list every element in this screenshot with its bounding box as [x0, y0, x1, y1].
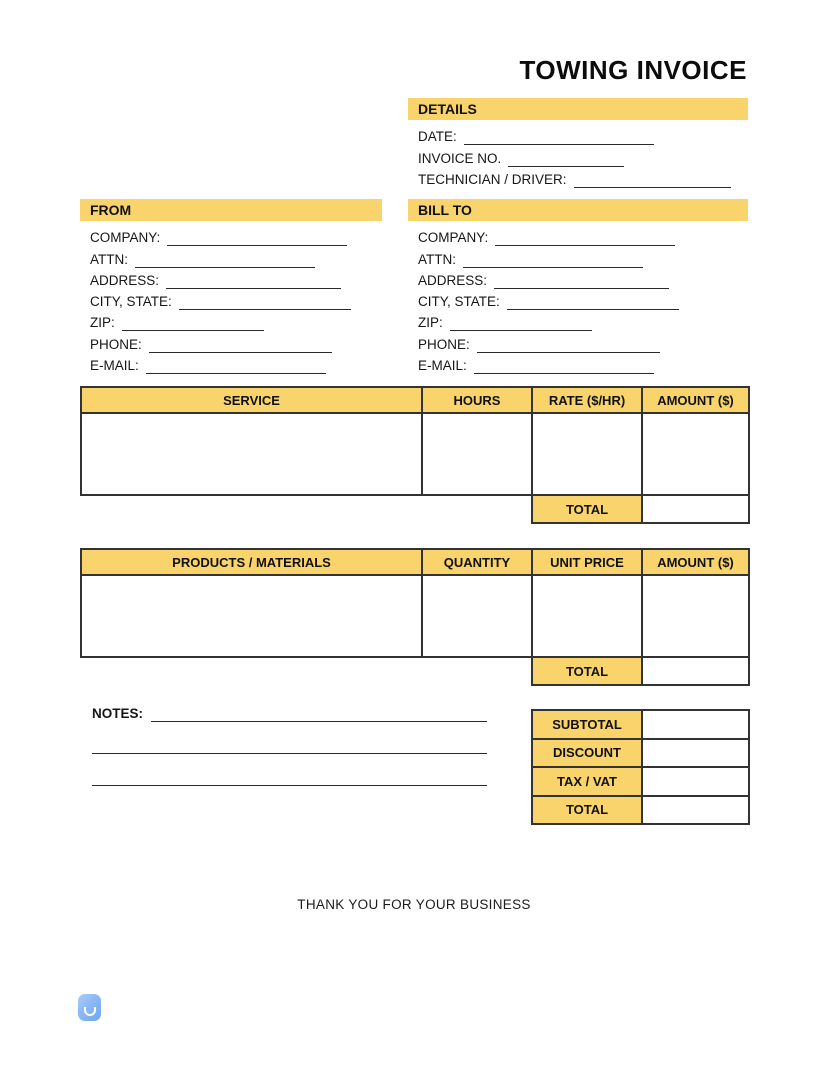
- date-label: DATE:: [418, 129, 457, 145]
- tax-vat-value[interactable]: [642, 767, 749, 796]
- product-cell[interactable]: [81, 575, 422, 657]
- service-body-row: [81, 413, 749, 495]
- details-technician-row: [418, 167, 748, 188]
- bill-to-email-row: [418, 353, 748, 374]
- phone-input-line[interactable]: [149, 336, 332, 353]
- service-total-spacer: [81, 495, 532, 523]
- details-invoice-no-row: [418, 145, 748, 166]
- notes-line-2[interactable]: [92, 722, 487, 754]
- subtotal-row: [532, 710, 749, 739]
- bill-to-phone-row: [418, 331, 748, 352]
- address-label: ADDRESS:: [418, 272, 488, 288]
- phone-label: PHONE:: [90, 336, 142, 352]
- details-date-row: [418, 124, 748, 145]
- email-input-line[interactable]: [474, 357, 654, 374]
- phone-input-line[interactable]: [477, 336, 660, 353]
- quantity-column-header: QUANTITY: [422, 549, 532, 575]
- quantity-cell[interactable]: [422, 575, 532, 657]
- rate-column-header: RATE ($/HR): [532, 387, 642, 413]
- notes-line-3[interactable]: [92, 754, 487, 786]
- hours-cell[interactable]: [422, 413, 532, 495]
- details-section: [408, 98, 748, 188]
- email-label: E-MAIL:: [90, 358, 139, 374]
- notes-section: [92, 704, 487, 786]
- invoice-no-input-line[interactable]: [508, 150, 624, 167]
- service-total-row: [81, 495, 749, 523]
- discount-label: DISCOUNT: [532, 739, 642, 768]
- attn-input-line[interactable]: [463, 251, 643, 268]
- company-input-line[interactable]: [495, 229, 675, 246]
- date-input-line[interactable]: [464, 128, 654, 145]
- bill-to-company-row: [418, 225, 748, 246]
- service-total-label: TOTAL: [532, 495, 642, 523]
- hours-column-header: HOURS: [422, 387, 532, 413]
- bill-to-address-row: [418, 268, 748, 289]
- products-header-row: [81, 549, 749, 575]
- attn-label: ATTN:: [90, 251, 128, 267]
- email-input-line[interactable]: [146, 357, 326, 374]
- subtotal-value[interactable]: [642, 710, 749, 739]
- city-state-input-line[interactable]: [179, 293, 351, 310]
- service-header-row: [81, 387, 749, 413]
- products-body-row: [81, 575, 749, 657]
- zip-label: ZIP:: [90, 315, 115, 331]
- technician-driver-label: TECHNICIAN / DRIVER:: [418, 171, 567, 187]
- from-city-state-row: [90, 289, 382, 310]
- summary-table: [531, 709, 750, 825]
- company-input-line[interactable]: [167, 229, 347, 246]
- service-table: [80, 386, 750, 524]
- attn-input-line[interactable]: [135, 251, 315, 268]
- grand-total-row: [532, 796, 749, 825]
- bill-to-zip-row: [418, 310, 748, 331]
- from-address-row: [90, 268, 382, 289]
- amount-column-header: AMOUNT ($): [642, 387, 749, 413]
- address-input-line[interactable]: [494, 272, 669, 289]
- city-state-input-line[interactable]: [507, 293, 679, 310]
- discount-value[interactable]: [642, 739, 749, 768]
- products-total-value[interactable]: [642, 657, 749, 685]
- products-total-label: TOTAL: [532, 657, 642, 685]
- products-total-row: [81, 657, 749, 685]
- phone-label: PHONE:: [418, 336, 470, 352]
- bill-to-header: BILL TO: [408, 199, 748, 221]
- page-title: TOWING INVOICE: [519, 55, 747, 85]
- grand-total-label: TOTAL: [532, 796, 642, 825]
- address-input-line[interactable]: [166, 272, 341, 289]
- service-total-value[interactable]: [642, 495, 749, 523]
- unit-price-column-header: UNIT PRICE: [532, 549, 642, 575]
- products-materials-column-header: PRODUCTS / MATERIALS: [81, 549, 422, 575]
- bill-to-section: [408, 199, 748, 374]
- details-header: DETAILS: [408, 98, 748, 120]
- invoice-maker-logo-icon: [78, 994, 101, 1021]
- company-label: COMPANY:: [90, 230, 161, 246]
- subtotal-label: SUBTOTAL: [532, 710, 642, 739]
- zip-label: ZIP:: [418, 315, 443, 331]
- from-header: FROM: [80, 199, 382, 221]
- email-label: E-MAIL:: [418, 358, 467, 374]
- city-state-label: CITY, STATE:: [90, 294, 172, 310]
- from-company-row: [90, 225, 382, 246]
- bill-to-city-state-row: [418, 289, 748, 310]
- notes-line-1[interactable]: [151, 707, 487, 722]
- amount-cell[interactable]: [642, 575, 749, 657]
- tax-vat-row: [532, 767, 749, 796]
- service-column-header: SERVICE: [81, 387, 422, 413]
- from-attn-row: [90, 246, 382, 267]
- notes-label: NOTES:: [92, 706, 144, 721]
- unit-price-cell[interactable]: [532, 575, 642, 657]
- amount-column-header: AMOUNT ($): [642, 549, 749, 575]
- city-state-label: CITY, STATE:: [418, 294, 500, 310]
- attn-label: ATTN:: [418, 251, 456, 267]
- amount-cell[interactable]: [642, 413, 749, 495]
- address-label: ADDRESS:: [90, 272, 160, 288]
- from-section: [80, 199, 382, 374]
- tax-vat-label: TAX / VAT: [532, 767, 642, 796]
- from-phone-row: [90, 331, 382, 352]
- bill-to-attn-row: [418, 246, 748, 267]
- zip-input-line[interactable]: [122, 314, 264, 331]
- company-label: COMPANY:: [418, 230, 489, 246]
- from-zip-row: [90, 310, 382, 331]
- thank-you-message: THANK YOU FOR YOUR BUSINESS: [297, 897, 531, 912]
- from-email-row: [90, 353, 382, 374]
- discount-row: [532, 739, 749, 768]
- products-table: [80, 548, 750, 686]
- products-total-spacer: [81, 657, 532, 685]
- service-cell[interactable]: [81, 413, 422, 495]
- rate-cell[interactable]: [532, 413, 642, 495]
- technician-driver-input-line[interactable]: [574, 171, 731, 188]
- grand-total-value[interactable]: [642, 796, 749, 825]
- invoice-no-label: INVOICE NO.: [418, 150, 502, 166]
- zip-input-line[interactable]: [450, 314, 592, 331]
